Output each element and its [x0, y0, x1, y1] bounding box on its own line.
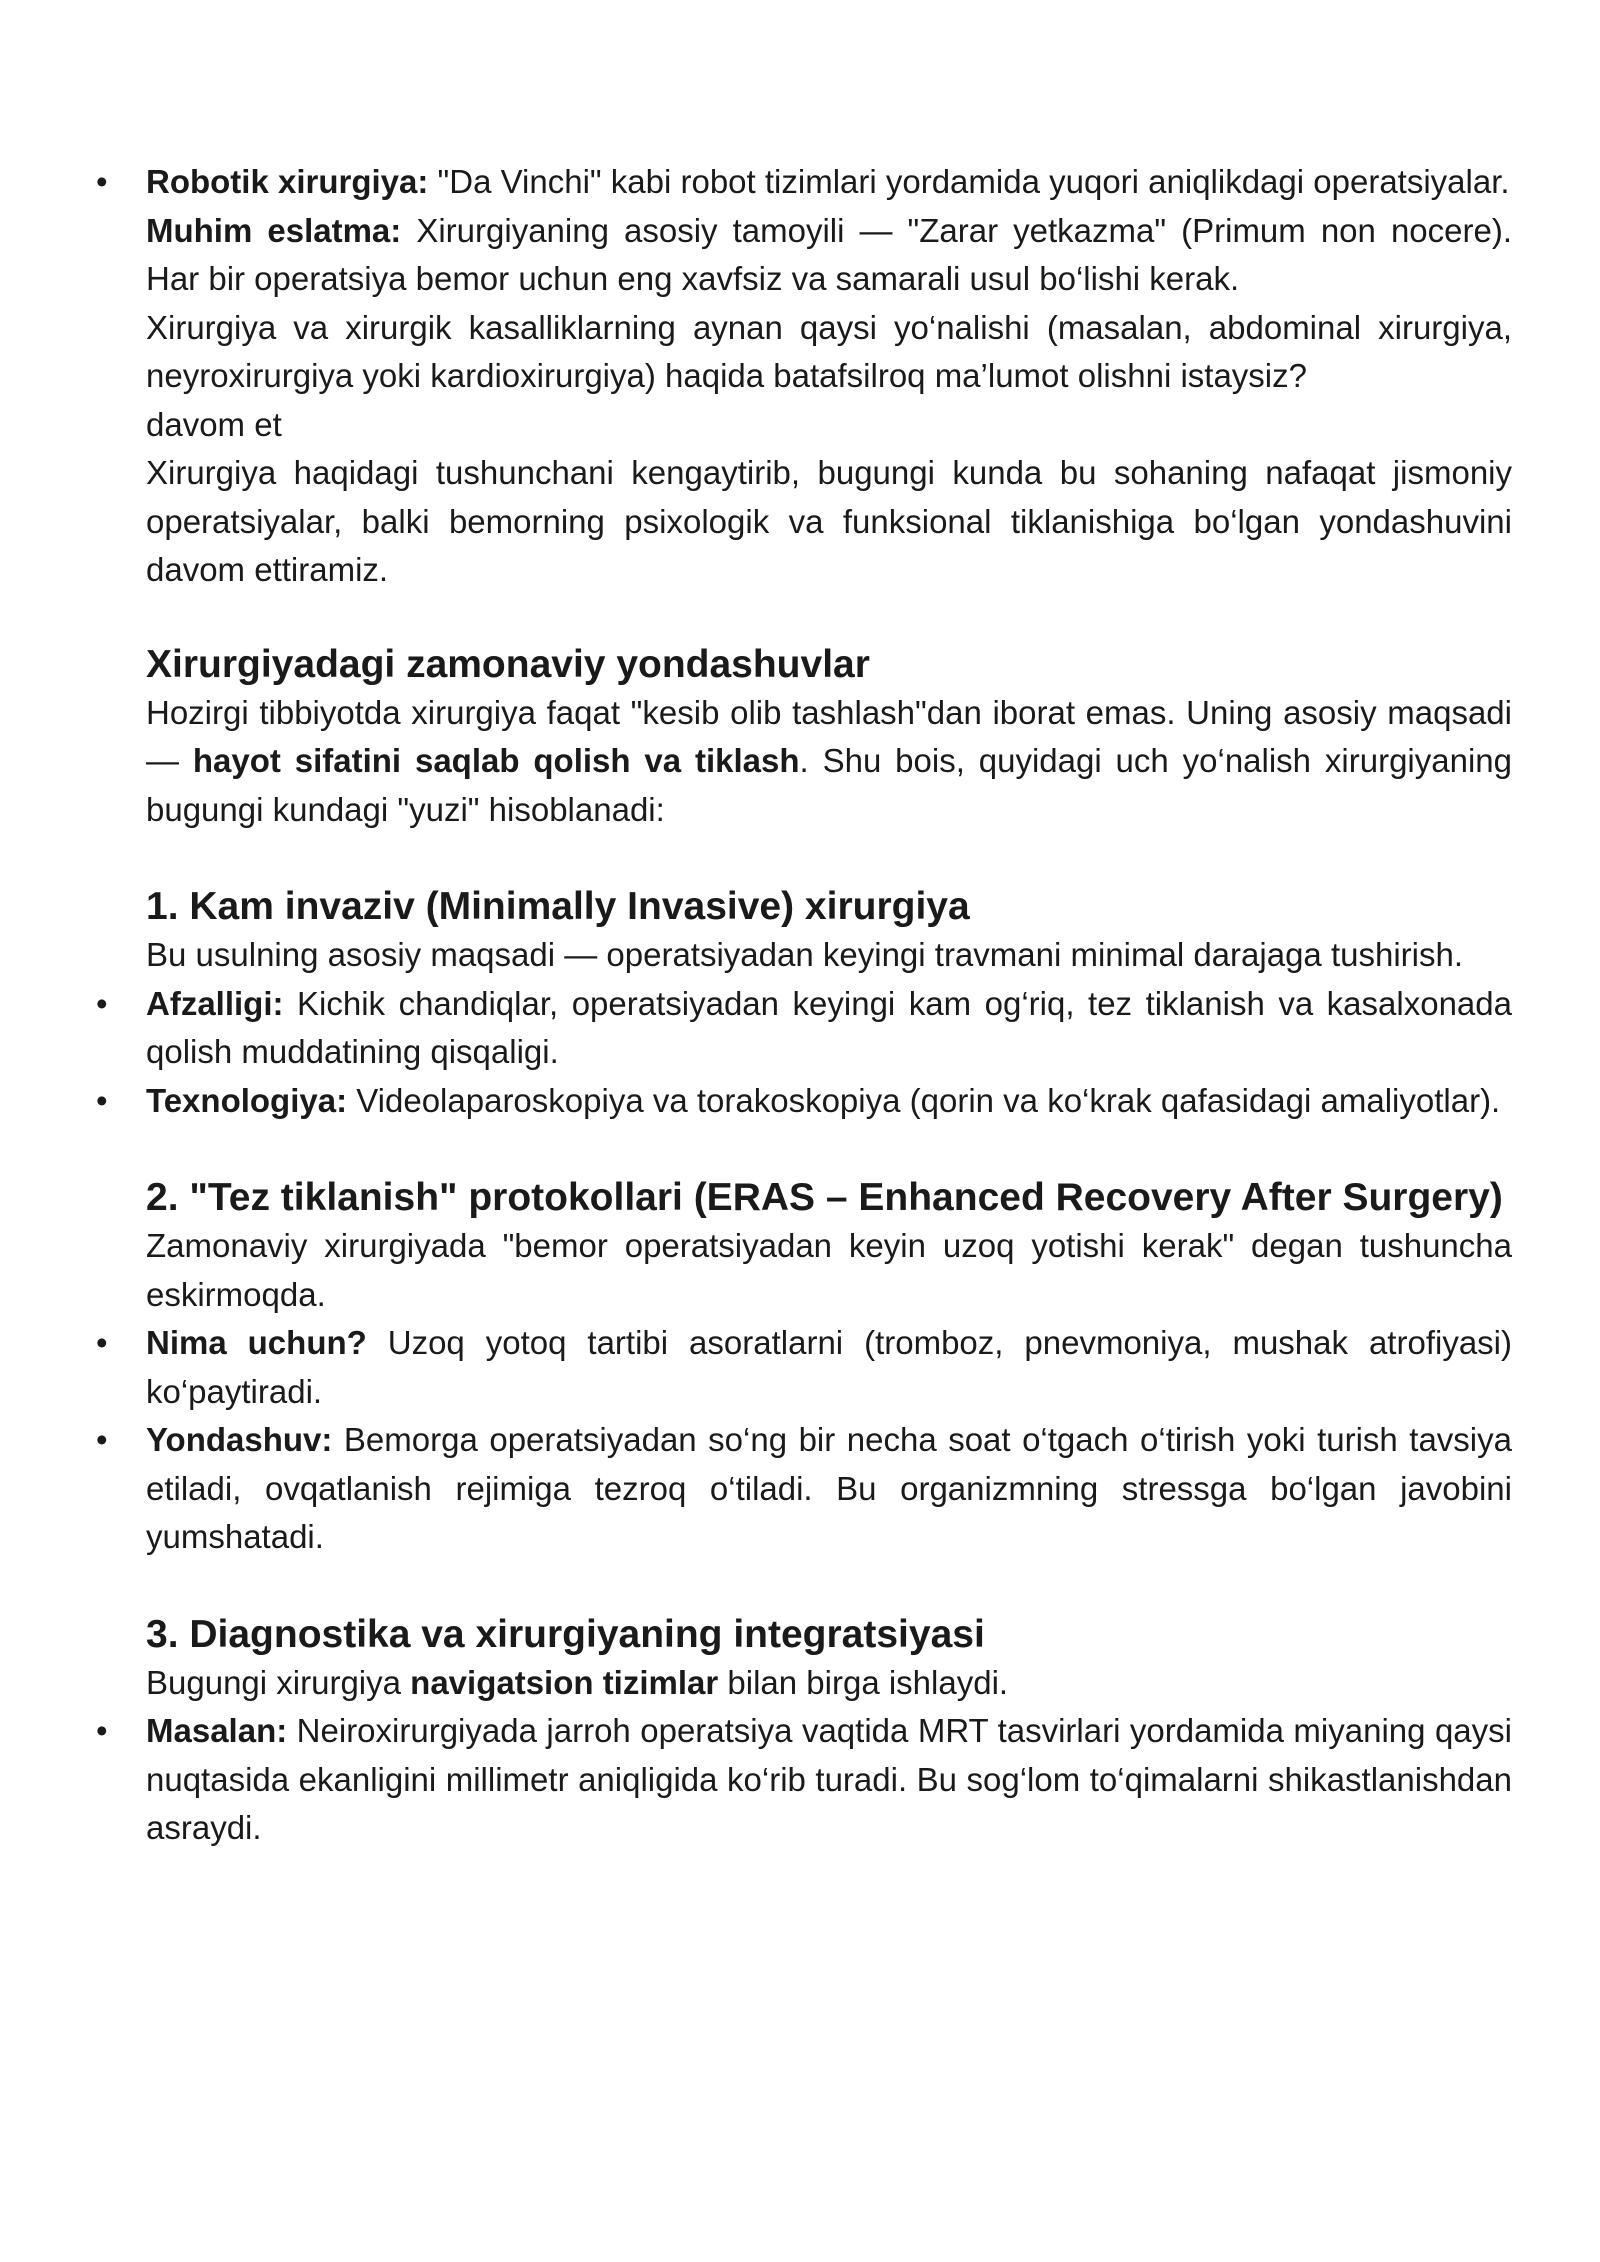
bullet-label: Robotik xirurgiya: — [146, 163, 429, 200]
spacer — [146, 834, 1512, 882]
heading-eras-protocols: 2. "Tez tiklanish" protokollari (ERAS – Enhanced Recovery After Surgery) — [146, 1176, 1503, 1219]
bullet-text: Kichik chandiqlar, operatsiyadan keyingi kam og‘riq, tez tiklanish va kasalxonada qolish muddatining qisqaligi. — [146, 984, 1512, 1070]
bullet-text: "Da Vinchi" kabi robot tizimlari yordamida yuqori aniqlikdagi operatsiyalar. — [428, 163, 1510, 200]
continue-prompt: davom et — [146, 405, 282, 443]
bullet-why — [146, 1319, 1512, 1416]
question-paragraph: Xirurgiya va xirurgik kasalliklarning aynan qaysi yo‘nalishi (masalan, abdominal xirurgiya, neyroxirurgiya yoki kardioxirurgiya) haqida batafsilroq ma’lumot olishni istaysiz? — [146, 308, 1512, 394]
bullet-robotic-surgery — [146, 158, 1512, 207]
bullet-approach — [146, 1416, 1512, 1562]
minimally-invasive-intro: Bu usulning asosiy maqsadi — operatsiyadan keyingi travmani minimal darajaga tushirish. — [146, 936, 1463, 973]
heading-minimally-invasive: 1. Kam invaziv (Minimally Invasive) xirurgiya — [146, 885, 970, 928]
modern-approaches-paragraph — [146, 689, 1512, 835]
note-label: Muhim eslatma: — [146, 211, 402, 249]
spacer — [146, 595, 1512, 640]
heading-diagnostics-integration: 3. Diagnostika va xirurgiyaning integratsiyasi — [146, 1612, 985, 1656]
paragraph-text: Hozirgi tibbiyotda xirurgiya faqat "kesib olib tashlash"dan iborat emas. Uning asosiy maqsadi — — [146, 693, 1512, 779]
diagnostics-intro — [146, 1659, 1512, 1708]
paragraph-text: bilan birga ishlaydi. — [718, 1663, 1009, 1701]
paragraph-text: Bugungi xirurgiya — [146, 1663, 411, 1701]
bullet-label: Masalan: — [146, 1712, 288, 1749]
bullet-label: Afzalligi: — [146, 984, 284, 1022]
bullet-text: Uzoq yotoq tartibi asoratlarni (tromboz, pnevmoniya, mushak atrofiyasi) ko‘paytiradi. — [146, 1324, 1512, 1410]
heading-modern-approaches: Xirurgiyadagi zamonaviy yondashuvlar — [146, 642, 870, 686]
bullet-text: Neiroxirurgiyada jarroh operatsiya vaqtida MRT tasvirlari yordamida miyaning qaysi nuqtasida ekanligini millimetr aniqligida ko‘rib turadi. Bu sog‘lom to‘qimalarni shikastlanishdan asraydi. — [146, 1712, 1512, 1846]
bullet-label: Nima uchun? — [146, 1324, 367, 1361]
bullet-text: Videolaparoskopiya va torakoskopiya (qorin va ko‘krak qafasidagi amaliyotlar). — [347, 1081, 1501, 1119]
eras-intro: Zamonaviy xirurgiyada "bemor operatsiyadan keyin uzoq yotishi kerak" degan tushuncha eskirmoqda. — [146, 1227, 1512, 1313]
important-note — [146, 207, 1512, 304]
paragraph-bold-text: hayot sifatini saqlab qolish va tiklash — [192, 742, 800, 779]
bullet-label: Texnologiya: — [146, 1081, 348, 1119]
bullet-text: Bemorga operatsiyadan so‘ng bir necha soat o‘tgach o‘tirish yoki turish tavsiya etiladi, ovqatlanish rejimiga tezroq o‘tiladi. Bu organizmning stressga bo‘lgan javobini yumshatadi. — [146, 1421, 1512, 1555]
document-content — [146, 158, 1512, 1853]
intro-paragraph: Xirurgiya haqidagi tushunchani kengaytirib, bugungi kunda bu sohaning nafaqat jismoniy operatsiyalar, balki bemorning psixologik va funksional tiklanishiga bo‘lgan yondashuvini davom ettiramiz. — [146, 454, 1512, 588]
bullet-technology — [146, 1077, 1512, 1126]
bullet-label: Yondashuv: — [146, 1421, 333, 1458]
note-text: Xirurgiyaning asosiy tamoyili — "Zarar yetkazma" (Primum non nocere). Har bir operatsiya bemor uchun eng xavfsiz va samarali usul bo‘lishi kerak. — [146, 211, 1512, 297]
bullet-example — [146, 1707, 1512, 1853]
paragraph-bold-text: navigatsion tizimlar — [410, 1663, 719, 1701]
spacer — [146, 1562, 1512, 1610]
bullet-advantages — [146, 980, 1512, 1077]
spacer — [146, 1125, 1512, 1173]
paragraph-text: . Shu bois, quyidagi uch yo‘nalish xirurgiyaning bugungi kundagi "yuzi" hisoblanadi: — [146, 742, 1512, 828]
